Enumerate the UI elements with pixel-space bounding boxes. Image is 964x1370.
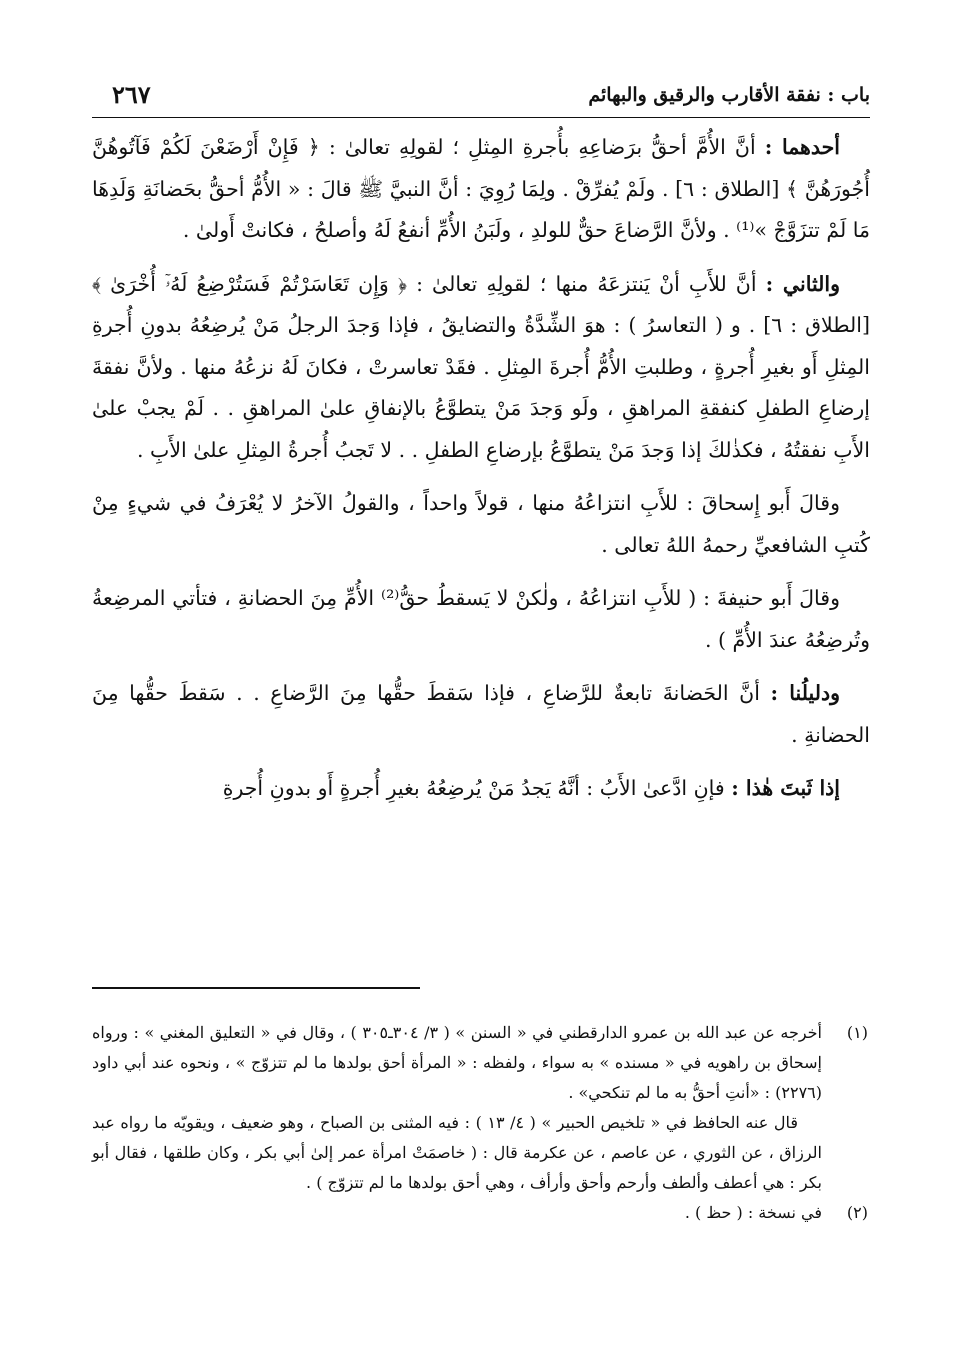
header-rule (92, 117, 870, 118)
footnotes (92, 1018, 870, 1228)
paragraph-lead: والثاني : (765, 271, 840, 296)
paragraph-text: أنَّ الأُمَّ أحقُّ برَضاعِهِ بأُجرةِ المِثلِ ؛ لقولِهِ تعالىٰ : ﴿ فَإِنْ أَرْضَعْنَ لَكُمْ فَآتُوهُنَّ أُجُورَهُنَّ ﴾ [الطلاق : ٦] . ولَمْ يُفرِّقْ . ولِمَا رُوِيَ : أنَّ النبيَّ ﷺ قالَ : « الأُمُّ أحقُّ بحَضانَةِ وَلَدِهَا مَا لَمْ تتزَوَّجْ »⁽¹⁾ . ولأنَّ الرَّضاعَ حقٌّ للولدِ ، ولَبَنُ الأُمِّ أنفعُ لَهُ وأصلحُ ، فكانتْ أَولىٰ . (92, 135, 870, 242)
paragraph-3 (92, 483, 870, 566)
paragraph-6 (92, 768, 870, 810)
paragraph-text: وقالَ أَبو إِسحاقَ : للأَبِ انتزاعُهُ منها ، قولاً واحداً ، والقولُ الآخرُ لا يُعْرَفُ في شيءٍ مِنْ كُتبِ الشافعيِّ رحمهُ اللهُ تعالى . (92, 491, 870, 557)
main-text (92, 127, 870, 822)
paragraph-lead: إذا ثَبتَ هٰذا : (731, 776, 840, 800)
paragraph-4 (92, 578, 870, 661)
footnote-text: أخرجه عن عبد الله بن عمرو الدارقطني في « السنن » ( ٣/ ٣٠٤ـ٣٠٥ ) ، وقال في « التعليق المغني » : ورواه إسحاق بن راهويه في « مسنده » به سواء ، ولفظه : « المرأة أحق بولدها ما لم تتزوّج » ، ونحوه عند أبي داود (٢٢٧٦) : «أنتِ أحقُّ به ما لم تنكحي» . (92, 1023, 822, 1102)
paragraph-text: وقالَ أَبو حنيفةَ : ( للأَبِ انتزاعُهُ ، ولٰكنْ لا يَسقطُ حقُّ⁽²⁾ الأُمِّ مِنَ الحضانةِ ، فتأتي المرضِعةُ وتُرضِعُهُ عندَ الأُمِّ ) . (92, 586, 870, 652)
footnote-number: (١) (846, 1023, 868, 1042)
running-head: باب : نفقة الأقارب والرقيق والبهائم (588, 84, 870, 106)
footnote-2 (92, 1198, 870, 1228)
page-header (92, 78, 870, 114)
footnote-text: في نسخة : ( حظ ) . (684, 1203, 822, 1222)
page-number: ٢٦٧ (112, 80, 151, 109)
footnote-1-continuation: قال عنه الحافظ في « تلخيص الحبير » ( ٤/ ١٣ ) : فيه المثنى بن الصباح ، وهو ضعيف ، ويقويّه ما رواه عبد الرزاق ، عن الثوري ، عن عاصم ، عن عكرمة قال : ( خاصمَتْ امرأة عمر إلىٰ أبي بكر ، وكان طلقها ، فقال أبو بكر : هي أعطف وألطف وأرحم وأحق وأرأف ، وهي أحق بولدها ما لم تتزوّج ) . (92, 1113, 822, 1192)
paragraph-lead: أحدهما : (764, 135, 840, 159)
footnote-number: (٢) (846, 1203, 868, 1222)
paragraph-text: فإنِ ادَّعىٰ الأَبُ : أنَّهُ يَجدُ مَنْ يُرضِعُهُ بغيرِ أُجرةٍ أَو بدونِ أُجرةِ (222, 776, 725, 800)
paragraph-text: أنَّ للأَبِ أنْ يَنتزعَهُ منها ؛ لقولِهِ تعالىٰ : ﴿ وَإِن تَعَاسَرْتُمْ فَسَتُرْضِعُ لَهُۥٓ أُخْرَىٰ ﴾ [الطلاق : ٦] . و ( التعاسرُ ) : هوَ الشِّدَّةُ والتضايقُ ، فإذا وَجدَ الرجلُ مَنْ يُرضِعُهُ بدونِ أُجرةِ المِثلِ أَو بغيرِ أُجرةٍ ، وطلبتِ الأُمُّ أُجرةَ المِثلِ . فقَدْ تعاسرتْ ، فكانَ لَهُ نزعُهُ منها . ولأنَّ نفقةَ إرضاعِ الطفلِ كنفقةِ المراهقِ ، ولَو وَجدَ مَنْ يتطوَّعُ بالإنفاقِ علىٰ المراهقِ . . لَمْ يجبْ علىٰ الأَبِ نفقتُهُ ، فكذٰلكَ إذا وَجدَ مَنْ يتطوَّعُ بإرضاعِ الطفلِ . . لا تَجبُ أُجرةُ المِثلِ علىٰ الأَبِ . (92, 271, 870, 462)
footnote-separator (92, 987, 420, 989)
paragraph-lead: ودليلُنا : (770, 681, 840, 705)
paragraph-2 (92, 264, 870, 472)
paragraph-text: أنَّ الحَضانةَ تابعةٌ للرَّضاعِ ، فإذا سَقطَ حقُّها مِنَ الرَّضاعِ . . سَقطَ حقُّها مِنَ الحضانةِ . (92, 681, 870, 747)
paragraph-5 (92, 673, 870, 756)
paragraph-1 (92, 127, 870, 252)
footnote-1 (92, 1018, 870, 1108)
